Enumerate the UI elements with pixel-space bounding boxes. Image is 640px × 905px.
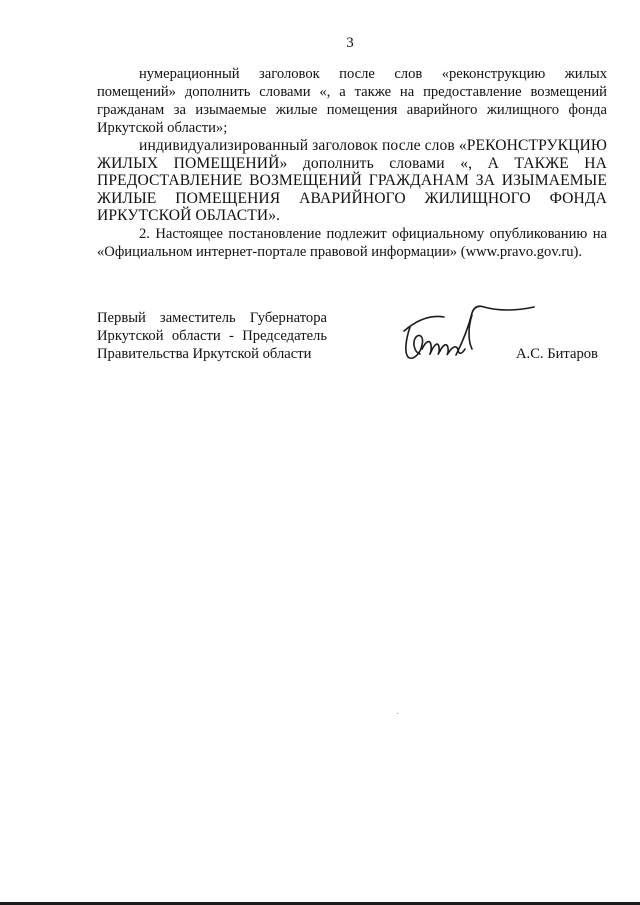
paragraph-individual-heading: индивидуализированный заголовок после слов «РЕКОНСТРУКЦИЮ ЖИЛЫХ ПОМЕЩЕНИЙ» дополнить словами «, А ТАКЖЕ НА ПРЕДОСТАВЛЕНИЕ ВОЗМЕЩЕНИЙ ГРАЖДАНАМ ЗА ИЗЫМАЕМЫЕ ЖИЛЫЕ ПОМЕЩЕНИЯ АВАРИЙНОГО ЖИЛИЩНОГО ФОНДА ИРКУТСКОЙ ОБЛАСТИ». [97, 137, 608, 224]
paragraph-publication: 2. Настоящее постановление подлежит официальному опубликованию на «Официальном интернет-портале правовой информации» (www.pravo.gov.ru). [97, 225, 607, 260]
signatory-position-line: Иркутской области - Председатель [97, 328, 327, 344]
signatory-position [97, 309, 327, 363]
signer-name: А.С. Битаров [516, 346, 598, 362]
signatory-position-line: Первый заместитель Губернатора [97, 310, 327, 326]
document-body [97, 65, 607, 261]
page-number: 3 [346, 35, 354, 51]
paragraph-numbering-heading: нумерационный заголовок после слов «реконструкцию жилых помещений» дополнить словами «, а также на предоставление возмещений гражданам за изымаемые жилые помещения аварийного жилищного фонда Иркутской области»; [97, 66, 607, 136]
scan-speck [397, 713, 398, 714]
signatory-position-line: Правительства Иркутской области [97, 346, 312, 362]
